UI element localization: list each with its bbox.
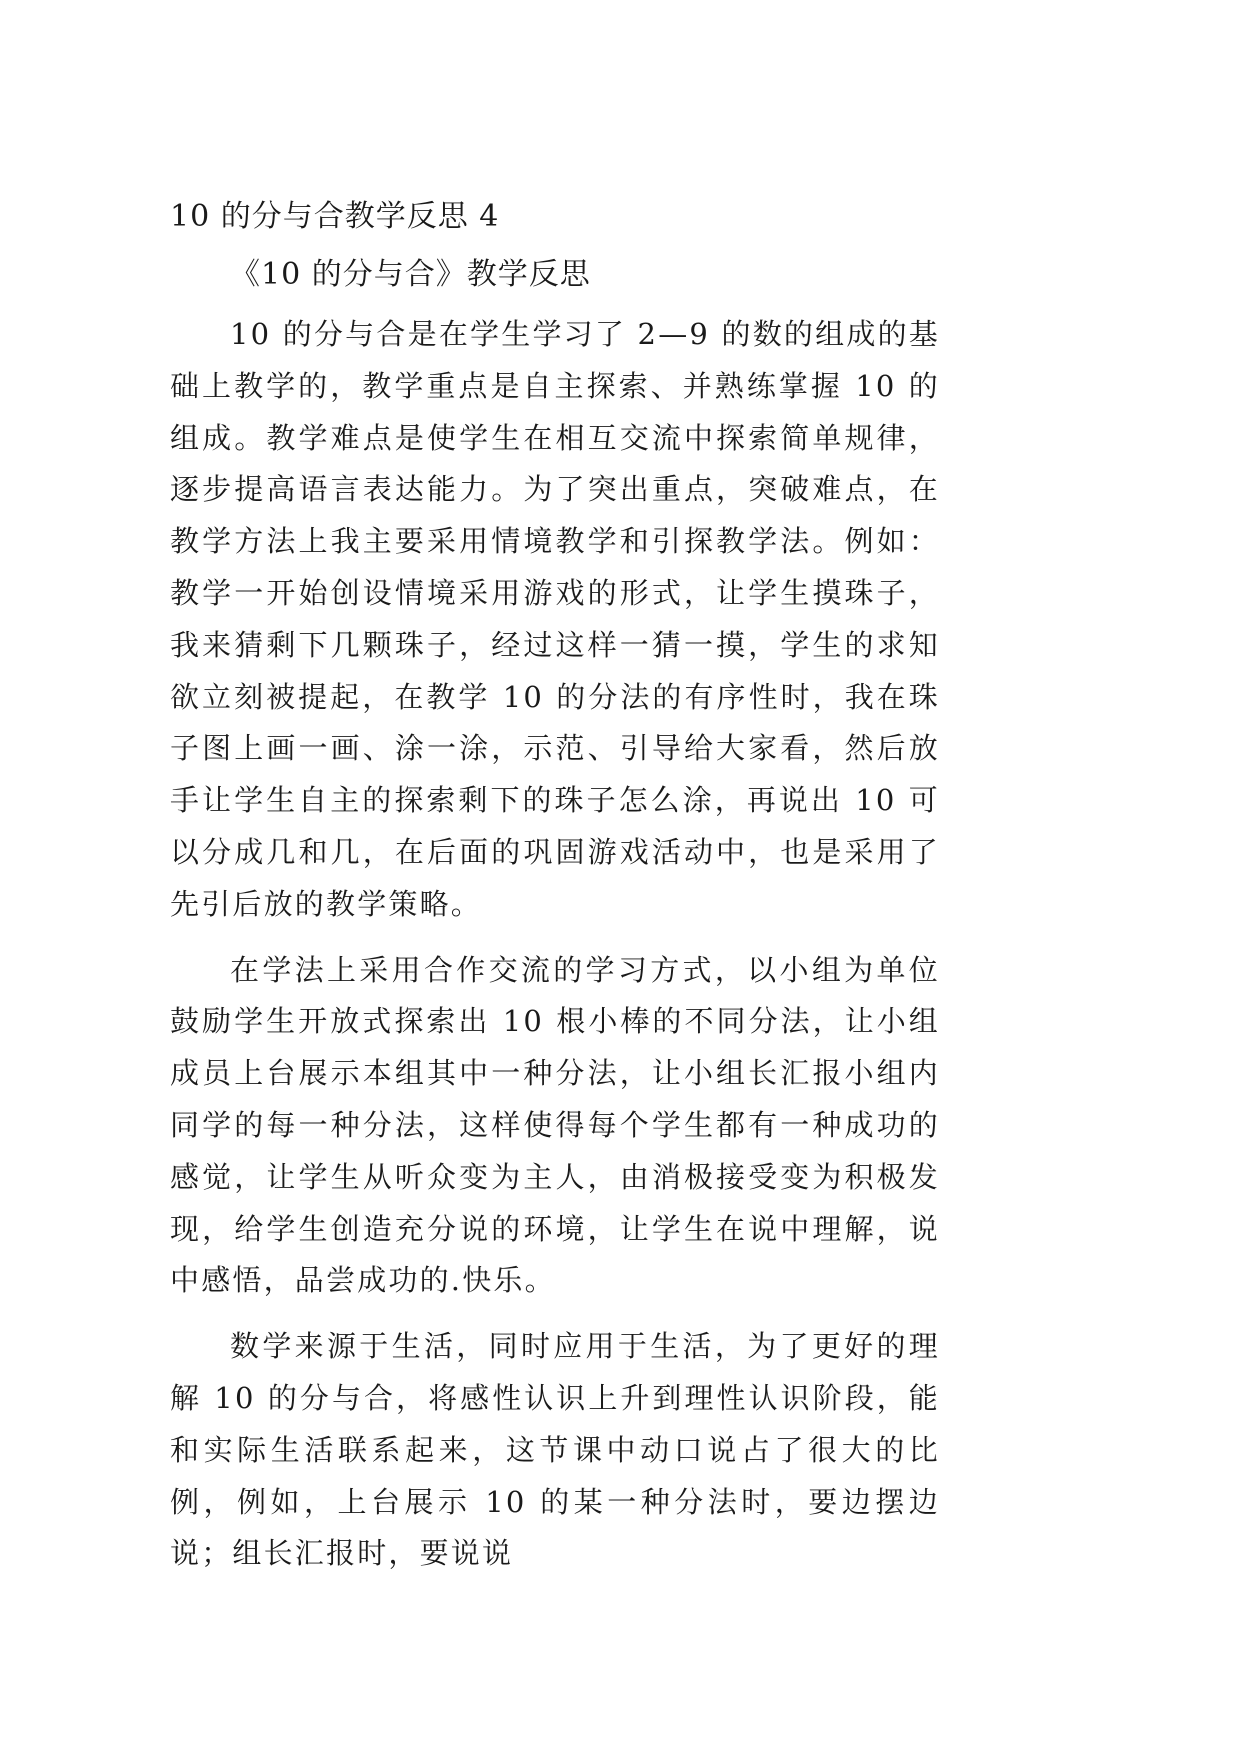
- document-body: [170, 197, 940, 1580]
- paragraph-2: 在学法上采用合作交流的学习方式，以小组为单位鼓励学生开放式探索出 10 根小棒的不同分法，让小组成员上台展示本组其中一种分法，让小组长汇报小组内同学的每一种分法，这样使得每个学生都有一种成功的感觉，让学生从听众变为主人，由消极接受变为积极发现，给学生创造充分说的环境，让学生在说中理解，说中感悟，品尝成功的.快乐。: [170, 952, 940, 1298]
- document-title: 10 的分与合教学反思 4: [170, 199, 500, 234]
- paragraph-1: 10 的分与合是在学生学习了 2—9 的数的组成的基础上教学的，教学重点是自主探索、并熟练掌握 10 的组成。教学难点是使学生在相互交流中探索简单规律，逐步提高语言表达能力。为了突出重点，突破难点，在教学方法上我主要采用情境教学和引探教学法。例如：教学一开始创设情境采用游戏的形式，让学生摸珠子，我来猜剩下几颗珠子，经过这样一猜一摸，学生的求知欲立刻被提起，在教学 10 的分法的有序性时，我在珠子图上画一画、涂一涂，示范、引导给大家看，然后放手让学生自主的探索剩下的珠子怎么涂，再说出 10 可以分成几和几，在后面的巩固游戏活动中，也是采用了先引后放的教学策略。: [170, 317, 940, 921]
- paragraph-3: 数学来源于生活，同时应用于生活，为了更好的理解 10 的分与合，将感性认识上升到理性认识阶段，能和实际生活联系起来，这节课中动口说占了很大的比例，例如，上台展示 10 的某一种分法时，要边摆边说；组长汇报时，要说说: [170, 1329, 940, 1571]
- document-subtitle: 《10 的分与合》教学反思: [230, 257, 591, 292]
